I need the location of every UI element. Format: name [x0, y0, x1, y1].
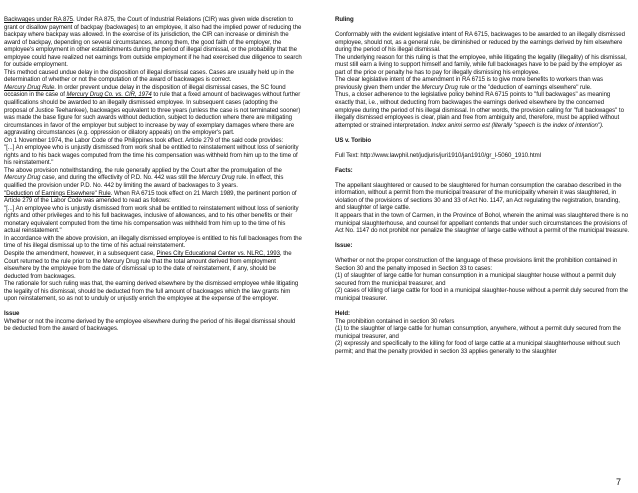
- paragraph: (1) of slaughter of large cattle for human consumption in a municipal slaughter house without a permit duly secured from the municipal treasurer, and: [335, 272, 616, 287]
- paragraph: Whether or not the proper construction of the language of these provisions limit the prohibition contained in Section 30 and the penalty imposed in Section 33 to cases:: [335, 257, 618, 272]
- paragraph: Despite the amendment, however, in a subsequent case, Pines City Educational Center vs. NLRC, 1993, the Court returned to the rule prior to the Mercury Drug rule that the total amount derived from employment elsewhere by the employee from the date of dismissal up to the date of reinstatement, if any, should be deducted from backwages.: [4, 249, 292, 280]
- paragraph: (1) to the slaughter of large cattle for human consumption, anywhere, without a permit duly secured from the municipal treasurer, and: [335, 325, 621, 340]
- paragraph: Mercury Drug Rule. In order prevent undue delay in the disposition of illegal dismissal cases, the SC found occasion in the case of Mercury Drug Co. vs. CIR, 1974 to rule that a fixed amount of backwages without further qualifications should be awarded to an illegally dismissed employee. In subsequent cases (adopting the proposal of Justice Teehankee), backwages equivalent to three years (unless the case is not terminated sooner) was made the base figure for such awards without deduction, subject to deduction where there are mitigating circumstances in favor of the employer but subject to increase by way of exemplary damages where there are aggravating circumstances (e.g. oppression or dilatory appeals) on the employer's part.: [4, 83, 301, 137]
- right-column: [335, 16, 630, 355]
- issue-heading: Issue:: [335, 242, 353, 250]
- heading-mercury-drug-rule: Mercury Drug Rule: [4, 83, 55, 91]
- paragraph: The clear legislative intent of the amendment in RA 6715 is to give more benefits to workers than was previously given them under the Mercury Drug rule or the "deduction of earnings elsewhere" rule.: [335, 76, 603, 91]
- heading-backwages-ra875: Backwages under RA 875: [4, 16, 74, 23]
- page-number: 7: [615, 477, 621, 487]
- held-heading: Held:: [335, 309, 350, 317]
- paragraph: (2) cases of killing of large cattle for food in a municipal slaughter-house without a permit duly secured from the municipal treasurer.: [335, 287, 628, 302]
- case-citation: Pines City Educational Center vs. NLRC, 1993: [156, 249, 280, 257]
- ruling-heading: Ruling: [335, 16, 354, 23]
- paragraph: The underlying reason for this ruling is that the employee, while litigating the legality (illegality) of his dismissal, must still earn a living to support himself and family, while full backwages have to be paid by the employer as part of the price or penalty he has to pay for illegally dismissing his employee.: [335, 53, 627, 76]
- paragraph: Whether or not the income derived by the employee elsewhere during the period of his illegal dismissal should be deducted from the award of backwages.: [4, 317, 296, 333]
- paragraph: Conformably with the evident legislative intent of RA 6715, backwages to be awarded to an illegally dismissed employee, should not, as a general rule, be diminished or reduced by the earnings derived by him elsewhere during the period of his illegal dismissal.: [335, 31, 625, 54]
- left-column: [4, 16, 302, 333]
- paragraph: The rationale for such ruling was that, the earning derived elsewhere by the dismissed employee while litigating the legality of his dismissal, should be deducted from the full amount of backwages which the law grants him upon reinstatement, so as not to unduly or unjustly enrich the employee at the expense of the employer.: [4, 280, 299, 303]
- paragraph: "Deduction of Earnings Elsewhere" Rule. When RA 6715 took effect on 21 March 1989, the pertinent portion of Article 279 of the Labor Code was amended to read as follows:: [4, 189, 297, 205]
- paragraph: In accordance with the above provision, an illegally dismissed employee is entitled to his full backwages from the time of his illegal dismissal up to the time of his actual reinstatement.: [4, 234, 302, 250]
- quote-paragraph: "[...] An employee who is unjustly dismissed from work shall be entitled to reinstatement without loss of seniority rights and other privileges and to his full backwages, inclusive of allowances, and to his other benefits or their monetary equivalent computed from the time his compensation was withheld from him up to the time of his actual reinstatement.": [4, 204, 299, 235]
- paragraph: The appellant slaughtered or caused to be slaughtered for human consumption the carabao described in the information, without a permit from the municipal treasurer of the municipality wherein it was slaughtered, in violation of the provisions of sections 30 and 33 of Act No. 1147, an Act regulating the registration, branding, and slaughter of large cattle.: [335, 181, 622, 212]
- issue-heading: Issue: [4, 310, 20, 318]
- paragraph: It appears that in the town of Carmen, in the Province of Bohol, wherein the animal was slaughtered there is no municipal slaughterhouse, and counsel for appellant contends that under such circumstances the provisions of Act No. 1147 do not prohibit nor penalize the slaughter of large cattle without a permit of the municipal treasure.: [335, 211, 630, 235]
- full-text-link[interactable]: Full Text: http://www.lawphil.net/judjuris/juri1910/jan1910/gr_l-5060_1910.html: [335, 151, 541, 159]
- paragraph: The above provision notwithstanding, the rule generally applied by the Court after the promulgation of the Mercury Drug case, and during the effectivity of P.D. No. 442 was still the Mercury Drug rule. In effect, this qualified the provision under P.D. No. 442 by limiting the award of backwages to 3 years.: [4, 166, 284, 190]
- paragraph: (2) expressly and specifically to the killing for food of large cattle at a municipal slaughterhouse without such permit; and that the penalty provided in section 33 applies generally to the slaughter: [335, 340, 620, 355]
- paragraph: This method caused undue delay in the disposition of illegal dismissal cases. Cases are usually held up in the determination of whether or not the computation of the award of backwages is correct.: [4, 68, 294, 84]
- paragraph: Backwages under RA 875. Under RA 875, the Court of Industrial Relations (CIR) was given wide discretion to grant or disallow payment of backpay (backwages) to an employee, it also had the implied power of reducing the backpay where backpay was allowed. In the exercise of its jurisdiction, the CIR can increase or diminish the award of backpay, depending on several circumstances, among them, the good faith of the employer, the employee's employment in other establishments during the period of illegal dismissal, or the probability that the employee could have realized net earnings from outside employment if he had exercised due diligence to search for outside employment.: [4, 16, 302, 69]
- quote-paragraph: "[...] An employee who is unjustly dismissed from work shall be entitled to reinstatement without loss of seniority rights and to his back wages computed from the time his compensation was withheld from him up to the time of his reinstatement.": [4, 144, 299, 167]
- case-heading: US v. Toribio: [335, 136, 372, 144]
- facts-heading: Facts:: [335, 166, 353, 174]
- paragraph: Thus, a closer adherence to the legislative policy behind RA 6715 points to "full backwages" as meaning exactly that, i.e., without deducting from backwages the earnings derived elsewhere by the concerned employee during the period of his illegal dismissal. In other words, the provision calling for "full backwages" to illegally dismissed employees is clear, plain and free from ambiguity and, therefore, must be applied without attempted or strained interpretation. Index animi sermo est (literally "speech is the index of intention").: [335, 91, 624, 129]
- paragraph: The prohibition contained in section 30 refers: [335, 317, 455, 325]
- case-citation: Mercury Drug Co. vs. CIR, 1974: [66, 91, 152, 99]
- paragraph: On 1 November 1974, the Labor Code of the Philippines took effect. Article 279 of the said code provides:: [4, 136, 284, 144]
- heading-deduction-rule: "Deduction of Earnings Elsewhere" Rule: [4, 189, 111, 197]
